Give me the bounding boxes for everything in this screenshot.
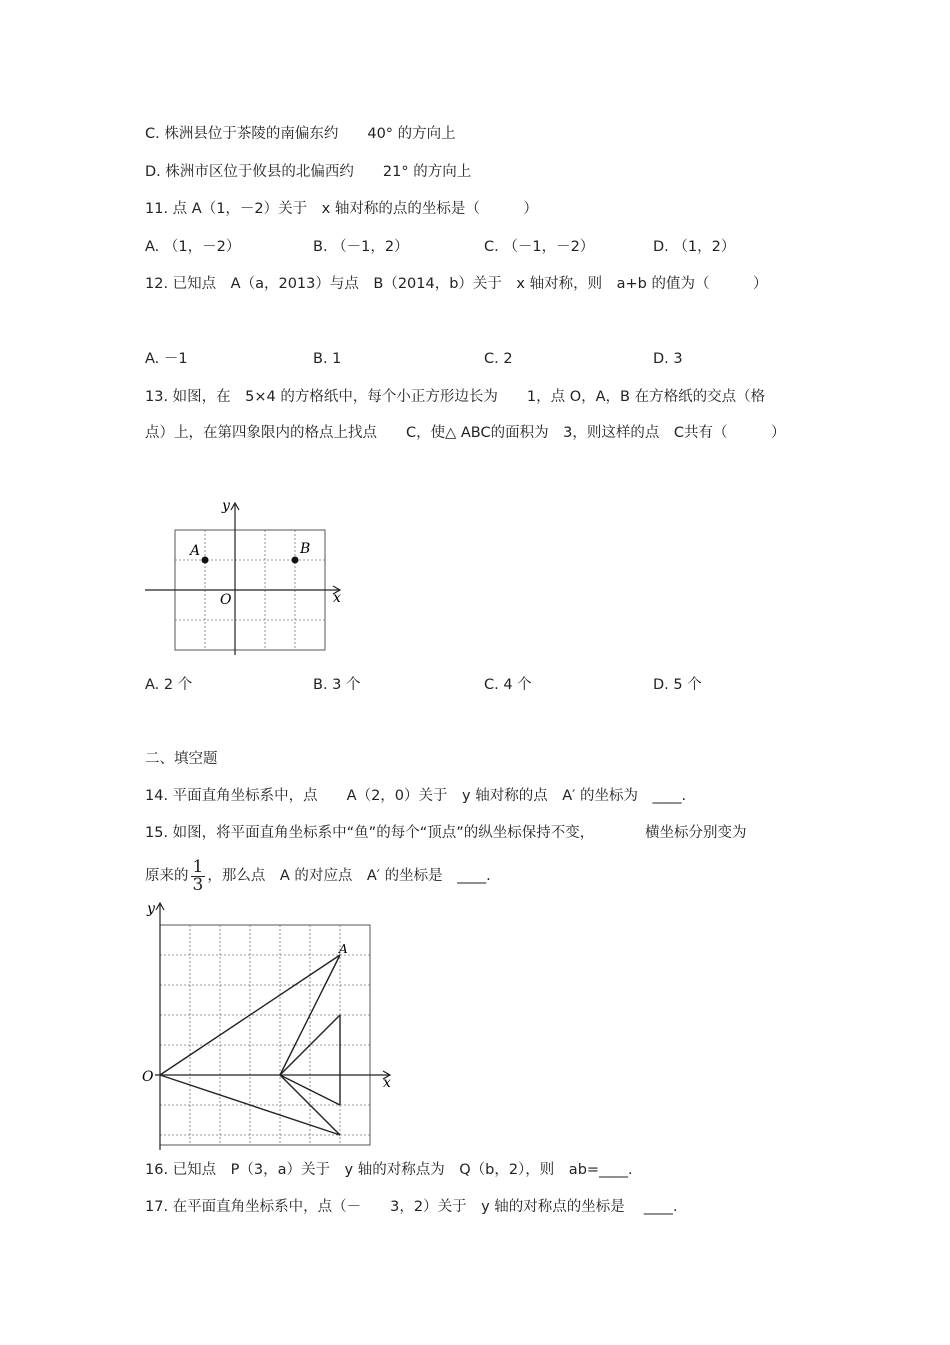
option-c-line: C. 株洲县位于茶陵的南偏东约 40° 的方向上 [145,126,456,142]
q13-option-d: D. 5 个 [653,677,702,693]
q15-label-a: A [339,942,348,956]
q13-label-y: y [222,498,230,514]
question-12: 12. 已知点 A（a，2013）与点 B（2014，b）关于 x 轴对称，则 a+b 的值为（ ） [145,276,768,292]
q15-suffix: ，那么点 A 的对应点 A′ 的坐标是 ____. [207,868,491,884]
q12-option-b: B. 1 [313,351,342,367]
q11-option-b: B. （－1，2） [313,239,409,255]
q15-label-x: x [383,1075,391,1091]
q12-option-a: A. －1 [145,351,188,367]
question-13-line-2: 点）上，在第四象限内的格点上找点 C，使△ ABC的面积为 3，则这样的点 C共有（ ） [145,425,786,441]
q15-fraction-numerator: 1 [192,856,204,877]
question-17: 17. 在平面直角坐标系中，点（－ 3，2）关于 y 轴的对称点的坐标是 ____. [145,1199,678,1215]
q15-fraction-denominator: 3 [192,874,204,895]
question-14: 14. 平面直角坐标系中，点 A（2，0）关于 y 轴对称的点 A′ 的坐标为 ____. [145,788,687,804]
q13-option-b: B. 3 个 [313,677,361,693]
q15-fish-figure [140,895,400,1155]
q13-label-origin: O [220,592,232,608]
section-fill-in-blank-title: 二、填空题 [145,751,218,767]
question-11: 11. 点 A（1，－2）关于 x 轴对称的点的坐标是（ ） [145,201,538,217]
question-13-line-1: 13. 如图，在 5×4 的方格纸中，每个小正方形边长为 1，点 O，A，B 在方格纸的交点（格 [145,389,766,405]
q15-prefix: 原来的 [145,868,189,884]
q11-option-d: D. （1，2） [653,239,736,255]
q13-option-c: C. 4 个 [484,677,532,693]
q11-option-c: C. （－1，－2） [484,239,595,255]
question-15-line-2 [145,857,491,895]
q15-fraction [191,856,206,895]
q11-option-a: A. （1，－2） [145,239,241,255]
question-15-line-1: 15. 如图，将平面直角坐标系中“鱼”的每个“顶点”的纵坐标保持不变， 横坐标分别变为 [145,825,747,841]
q13-option-a: A. 2 个 [145,677,193,693]
q13-label-b: B [300,541,311,557]
q13-label-x: x [333,590,341,606]
q12-option-d: D. 3 [653,351,683,367]
q15-label-origin: O [142,1069,154,1085]
q13-point-a [202,557,209,564]
option-d-line: D. 株洲市区位于攸县的北偏西约 21° 的方向上 [145,164,472,180]
q12-option-c: C. 2 [484,351,513,367]
q13-grid-figure [140,495,355,660]
q13-point-b [292,557,299,564]
q15-label-y: y [147,901,155,917]
q13-label-a: A [190,543,201,559]
question-16: 16. 已知点 P（3，a）关于 y 轴的对称点为 Q（b，2），则 ab=____. [145,1162,633,1178]
